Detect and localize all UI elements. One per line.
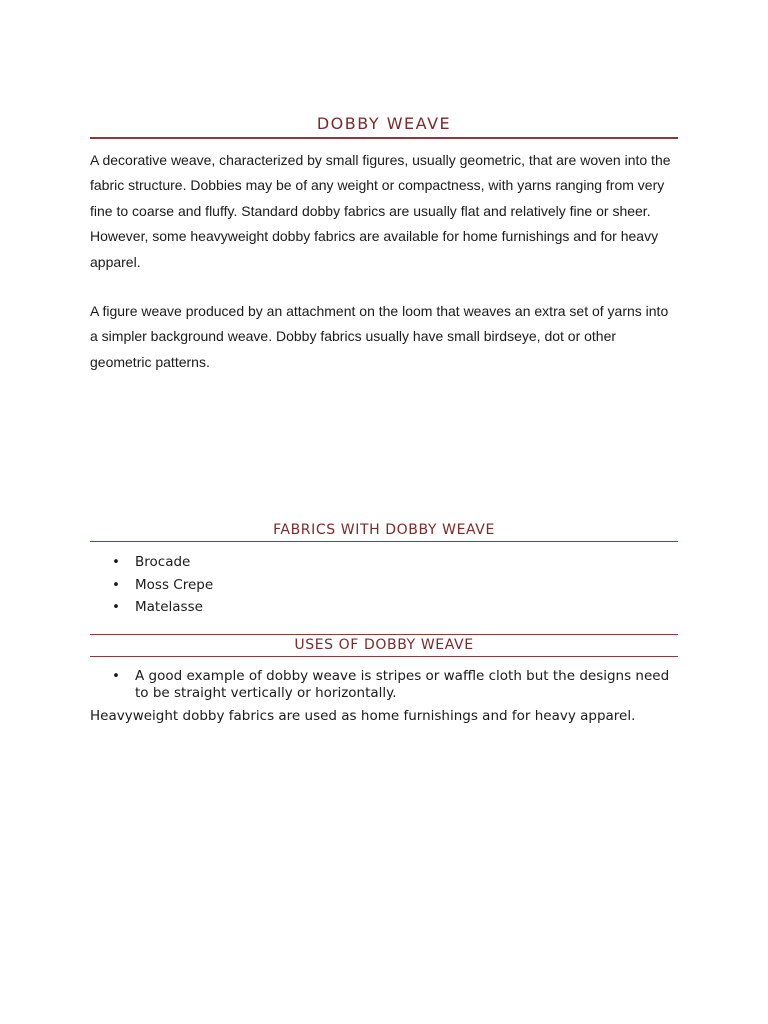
list-item xyxy=(90,553,678,576)
fabrics-section-divider xyxy=(90,541,678,542)
uses-closing-text: Heavyweight dobby fabrics are used as home furnishings and for heavy apparel. xyxy=(90,708,636,724)
title-divider xyxy=(90,137,678,139)
intro-paragraph: A decorative weave, characterized by small figures, usually geometric, that are woven into the fabric structure. Dobbies may be of any weight or compactness, with yarns ranging from very fine to coarse and fluffy. Standard dobby fabrics are usually flat and relatively fine or sheer. However, some heavyweight dobby fabrics are available for home furnishings and for heavy apparel. xyxy=(90,152,671,270)
bullet-icon: • xyxy=(112,576,120,593)
bullet-icon: • xyxy=(112,554,120,570)
uses-section-heading: USES OF DOBBY WEAVE xyxy=(294,637,474,653)
fabrics-section-heading: FABRICS WITH DOBBY WEAVE xyxy=(273,522,495,538)
document-title: DOBBY WEAVE xyxy=(316,114,452,133)
list-item-label: Moss Crepe xyxy=(135,576,214,593)
uses-section-divider xyxy=(90,656,678,657)
uses-section-top-divider xyxy=(90,634,678,635)
list-item xyxy=(90,576,678,599)
bullet-icon: • xyxy=(112,668,120,684)
list-item-label: A good example of dobby weave is stripes or waffle cloth but the designs need to be straight vertically or horizontally. xyxy=(135,668,670,701)
list-item-label: Brocade xyxy=(135,554,191,570)
uses-list xyxy=(90,668,678,701)
list-item-label: Matelasse xyxy=(135,599,203,615)
fabrics-list xyxy=(90,553,678,621)
definition-paragraph: A figure weave produced by an attachment on the loom that weaves an extra set of yarns into a simpler background weave. Dobby fabrics usually have small birdseye, dot or other geometric patterns. xyxy=(90,303,669,370)
bullet-icon: • xyxy=(112,599,120,615)
list-item xyxy=(90,668,678,701)
list-item xyxy=(90,598,678,621)
